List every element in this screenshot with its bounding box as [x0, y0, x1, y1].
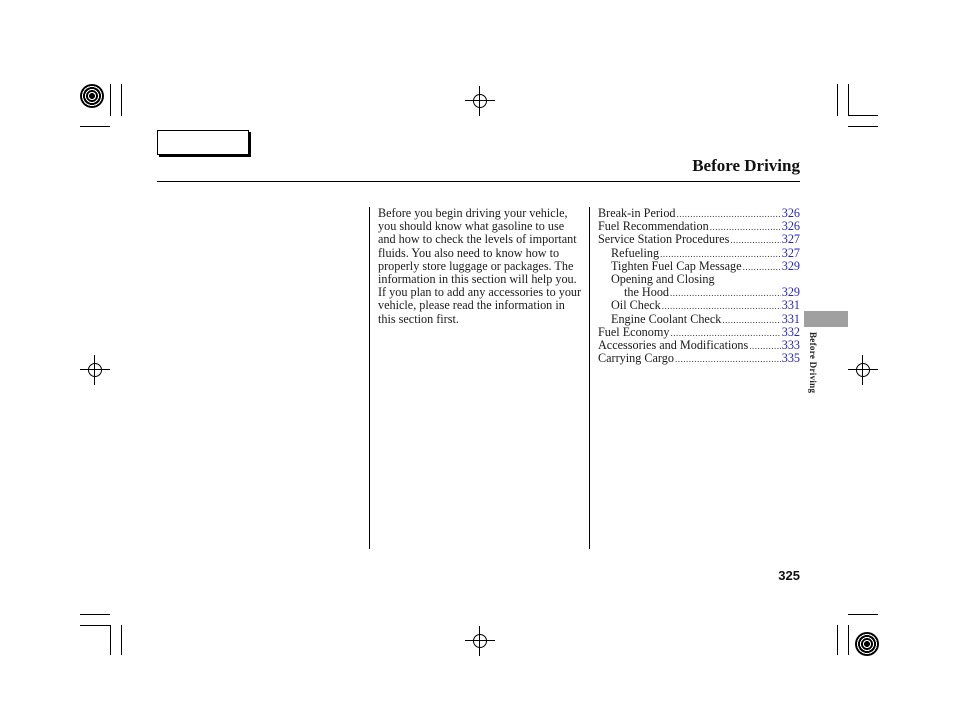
toc-entry-label: Fuel Recommendation [598, 219, 709, 234]
toc-page-link[interactable]: 326 [781, 206, 800, 220]
toc-entry[interactable] [598, 326, 800, 339]
toc-entry-label: Refueling [611, 245, 660, 260]
registration-target-icon [855, 632, 879, 656]
toc-page-link[interactable]: 333 [781, 337, 800, 352]
toc-leader-dots [743, 261, 781, 274]
registration-crosshair-icon [848, 355, 878, 385]
crop-mark [80, 614, 110, 615]
crop-mark [80, 625, 110, 626]
toc-entry-label: Carrying Cargo [598, 351, 674, 366]
toc-entry-label: Service Station Procedures [598, 232, 730, 247]
toc-leader-dots [675, 353, 781, 366]
toc-entry-label: Oil Check [611, 298, 661, 313]
toc-leader-dots [730, 234, 780, 247]
toc-entry-label: the Hood [624, 285, 670, 300]
toc-leader-dots [722, 314, 780, 327]
table-of-contents [598, 207, 800, 365]
toc-leader-dots [749, 340, 780, 353]
toc-entry[interactable] [598, 247, 800, 260]
crop-mark [848, 614, 878, 615]
column-divider [589, 207, 590, 549]
section-title: Before Driving [692, 156, 800, 175]
toc-entry-label: Break-in Period [598, 206, 676, 220]
crop-mark [837, 625, 838, 655]
toc-page-link[interactable]: 329 [781, 285, 800, 300]
toc-entry-label: Fuel Economy [598, 324, 670, 339]
toc-entry-label: Engine Coolant Check [611, 311, 722, 326]
toc-entry[interactable] [598, 352, 800, 365]
side-thumb-tab [804, 311, 848, 327]
registration-crosshair-icon [80, 355, 110, 385]
toc-page-link[interactable]: 326 [781, 219, 800, 234]
column-divider [369, 207, 370, 549]
page-number: 325 [778, 568, 800, 583]
toc-entry-label: Tighten Fuel Cap Message [611, 258, 742, 273]
toc-page-link[interactable]: 331 [781, 311, 800, 326]
crop-mark [110, 625, 111, 655]
toc-entry[interactable] [598, 260, 800, 273]
toc-entry[interactable] [598, 299, 800, 312]
crop-mark [848, 84, 849, 116]
crop-mark [121, 625, 122, 655]
toc-entry-label: Opening and Closing [611, 271, 715, 286]
toc-page-link[interactable]: 331 [781, 298, 800, 313]
crop-mark [848, 625, 849, 655]
toc-page-link[interactable]: 327 [781, 232, 800, 247]
header-rule [157, 181, 800, 182]
registration-crosshair-icon [465, 626, 495, 656]
registration-target-icon [80, 84, 104, 108]
crop-mark [121, 84, 122, 116]
toc-entry-label: Accessories and Modifications [598, 337, 749, 352]
toc-page-link[interactable]: 335 [781, 351, 800, 366]
crop-mark [848, 126, 878, 127]
header-tab-box [157, 130, 249, 155]
toc-page-link[interactable]: 327 [781, 245, 800, 260]
registration-crosshair-icon [465, 86, 495, 116]
side-tab-label: Before Driving [808, 332, 818, 394]
crop-mark [110, 84, 111, 116]
crop-mark [848, 115, 878, 116]
intro-paragraph: Before you begin driving your vehicle, you should know what gasoline to use and how to check the levels of important fluids. You also need to know how to properly store luggage or packages. The information in this section will help you. If you plan to add any accessories to your vehicle, please read the information in this section first. [378, 206, 582, 326]
crop-mark [837, 84, 838, 116]
toc-entry[interactable] [598, 233, 800, 246]
toc-entry[interactable] [598, 313, 800, 326]
toc-leader-dots [670, 287, 781, 300]
toc-page-link[interactable]: 332 [781, 324, 800, 339]
toc-page-link[interactable]: 329 [781, 258, 800, 273]
crop-mark [80, 126, 110, 127]
